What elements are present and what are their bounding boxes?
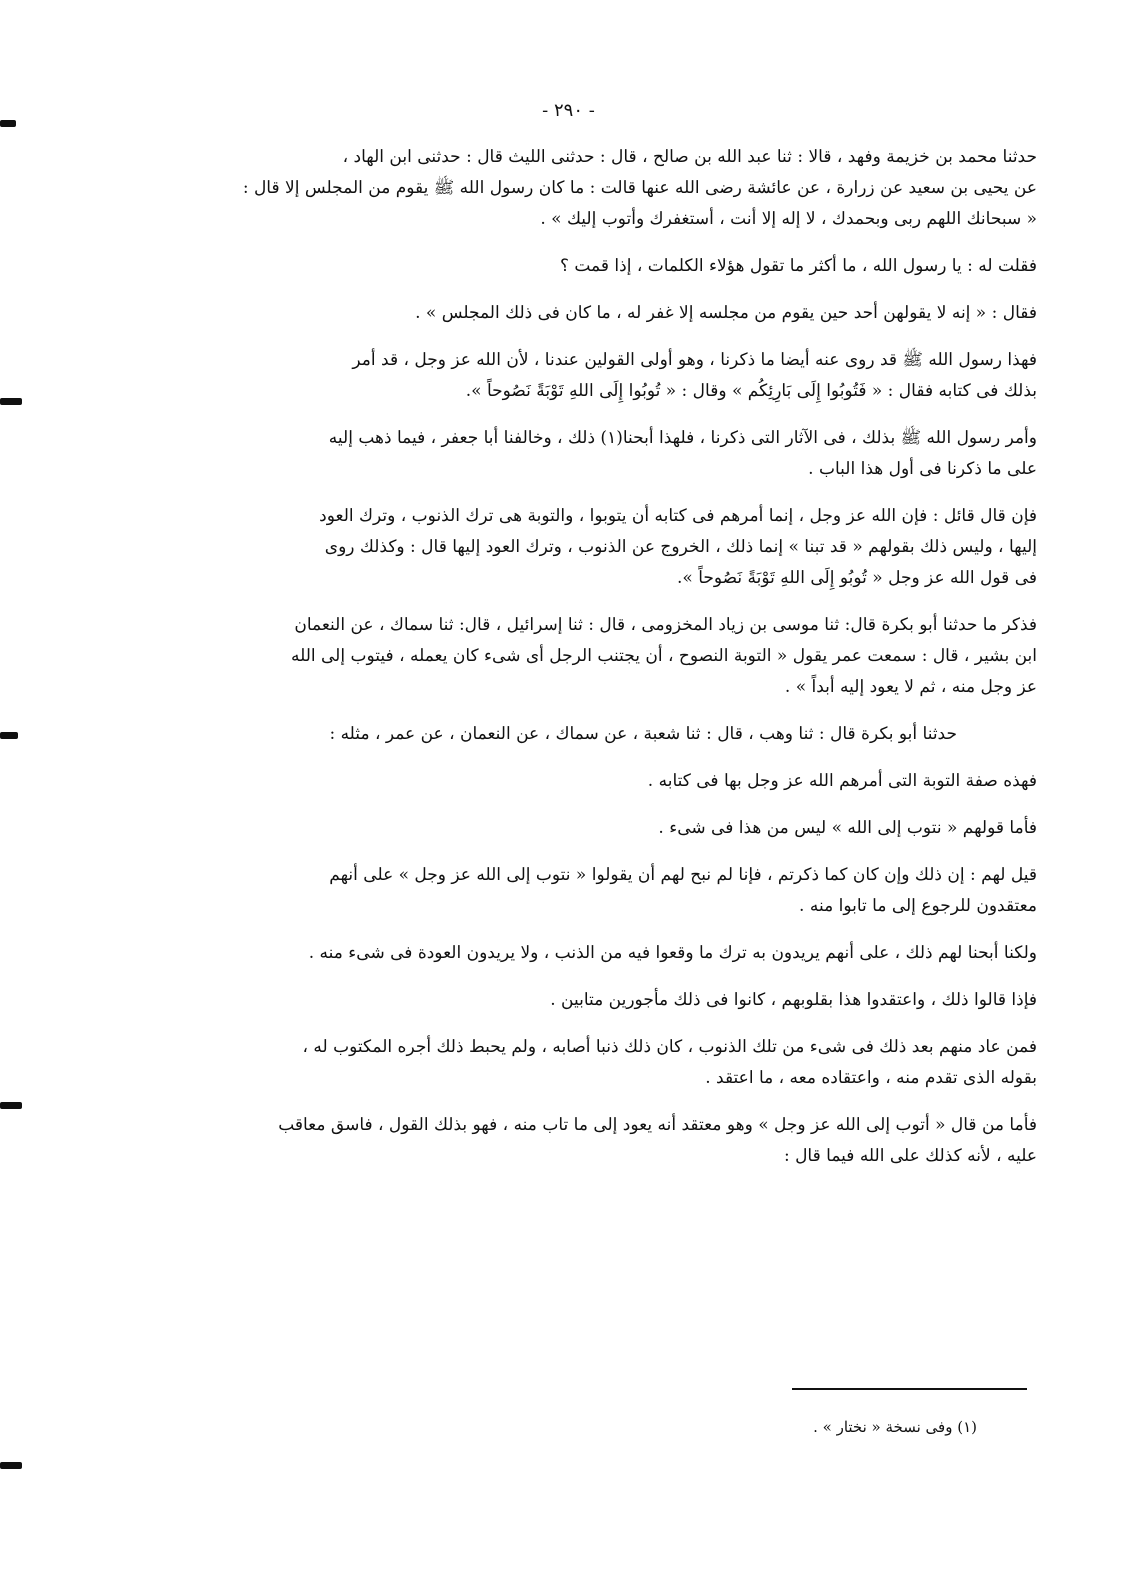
paragraph	[135, 345, 1037, 407]
text-line: بذلك فى كتابه فقال : « فَتُوبُوا إِلَى بَارِئِكُم » وقال : « تُوبُوا إِلَى اللهِ تَوْبَةً نَصُوحاً ».	[465, 381, 1037, 401]
text-line: عز وجل منه ، ثم لا يعود إليه أبداً » .	[784, 677, 1037, 697]
text-line: فهذه صفة التوبة التى أمرهم الله عز وجل بها فى كتابه .	[647, 771, 1037, 791]
paragraph	[135, 860, 1037, 922]
text-line: قيل لهم : إن ذلك وإن كان كما ذكرتم ، فإنا لم نبح لهم أن يقولوا « نتوب إلى الله عز وجل » على أنهم	[329, 865, 1037, 885]
paragraph	[135, 719, 1037, 750]
text-line: ولكنا أبحنا لهم ذلك ، على أنهم يريدون به ترك ما وقعوا فيه من الذنب ، ولا يريدون العودة فى شىء منه .	[308, 943, 1037, 963]
paragraph	[135, 938, 1037, 969]
text-line: معتقدون للرجوع إلى ما تابوا منه .	[799, 896, 1037, 916]
main-text	[135, 142, 1037, 1188]
paragraph	[135, 251, 1037, 282]
text-line: إليها ، وليس ذلك بقولهم « قد تبنا » إنما ذلك ، الخروج عن الذنوب ، وترك العود إليها قال : وكذلك روى	[324, 537, 1037, 557]
text-line: « سبحانك اللهم ربى وبحمدك ، لا إله إلا أنت ، أستغفرك وأتوب إليك » .	[540, 209, 1037, 229]
text-line: فأما قولهم « نتوب إلى الله » ليس من هذا فى شىء .	[658, 818, 1037, 838]
paragraph	[135, 423, 1037, 485]
paragraph	[135, 298, 1037, 329]
text-line: فمن عاد منهم بعد ذلك فى شىء من تلك الذنوب ، كان ذلك ذنبا أصابه ، ولم يحبط ذلك أجره المكتوب له ،	[302, 1037, 1037, 1057]
text-line: فإن قال قائل : فإن الله عز وجل ، إنما أمرهم فى كتابه أن يتوبوا ، والتوبة هى ترك الذنوب ، وترك العود	[319, 506, 1037, 526]
paragraph	[135, 813, 1037, 844]
page-number: - ٢٩٠ -	[542, 100, 595, 121]
scan-edge-mark	[0, 1462, 22, 1469]
text-line: عن يحيى بن سعيد عن زرارة ، عن عائشة رضى الله عنها قالت : ما كان رسول الله ﷺ يقوم من المجلس إلا قال :	[242, 178, 1037, 198]
text-line: فأما من قال « أتوب إلى الله عز وجل » وهو معتقد أنه يعود إلى ما تاب منه ، فهو بذلك القول ، فاسق معاقب	[278, 1115, 1037, 1135]
text-line: حدثنا أبو بكرة قال : ثنا وهب ، قال : ثنا شعبة ، عن سماك ، عن النعمان ، عن عمر ، مثله :	[329, 724, 957, 744]
text-line: حدثنا محمد بن خزيمة وفهد ، قالا : ثنا عبد الله بن صالح ، قال : حدثنى الليث قال : حدثنى ابن الهاد ،	[342, 147, 1037, 167]
paragraph	[135, 1032, 1037, 1094]
text-line: فقلت له : يا رسول الله ، ما أكثر ما تقول هؤلاء الكلمات ، إذا قمت ؟	[559, 256, 1037, 276]
footnote-separator	[792, 1388, 1027, 1390]
footnote: (١) وفى نسخة « نختار » .	[813, 1418, 977, 1436]
scan-edge-mark	[0, 120, 16, 127]
text-line: على ما ذكرنا فى أول هذا الباب .	[808, 459, 1037, 479]
scan-edge-mark	[0, 398, 22, 405]
text-line: وأمر رسول الله ﷺ بذلك ، فى الآثار التى ذكرنا ، فلهذا أبحنا(١) ذلك ، وخالفنا أبا جعفر ، فيما ذهب إليه	[328, 428, 1037, 448]
text-line: فإذا قالوا ذلك ، واعتقدوا هذا بقلوبهم ، كانوا فى ذلك مأجورين متابين .	[550, 990, 1037, 1010]
text-line: بقوله الذى تقدم منه ، واعتقاده معه ، ما اعتقد .	[705, 1068, 1037, 1088]
text-line: فهذا رسول الله ﷺ قد روى عنه أيضا ما ذكرنا ، وهو أولى القولين عندنا ، لأن الله عز وجل ، قد أمر	[352, 350, 1037, 370]
text-line: فذكر ما حدثنا أبو بكرة قال: ثنا موسى بن زياد المخزومى ، قال : ثنا إسرائيل ، قال: ثنا سماك ، عن النعمان	[294, 615, 1037, 635]
paragraph	[135, 142, 1037, 235]
text-line: فقال : « إنه لا يقولهن أحد حين يقوم من مجلسه إلا غفر له ، ما كان فى ذلك المجلس » .	[415, 303, 1037, 323]
text-line: عليه ، لأنه كذلك على الله فيما قال :	[783, 1146, 1037, 1166]
paragraph	[135, 501, 1037, 594]
text-line: فى قول الله عز وجل « تُوبُو إِلَى اللهِ تَوْبَةً نَصُوحاً ».	[676, 568, 1037, 588]
text-line: ابن بشير ، قال : سمعت عمر يقول « التوبة النصوح ، أن يجتنب الرجل أى شىء كان يعمله ، فيتوب إلى الله	[290, 646, 1037, 666]
paragraph	[135, 985, 1037, 1016]
paragraph	[135, 766, 1037, 797]
scan-edge-mark	[0, 1102, 22, 1109]
scan-edge-mark	[0, 732, 18, 739]
paragraph	[135, 610, 1037, 703]
paragraph	[135, 1110, 1037, 1172]
